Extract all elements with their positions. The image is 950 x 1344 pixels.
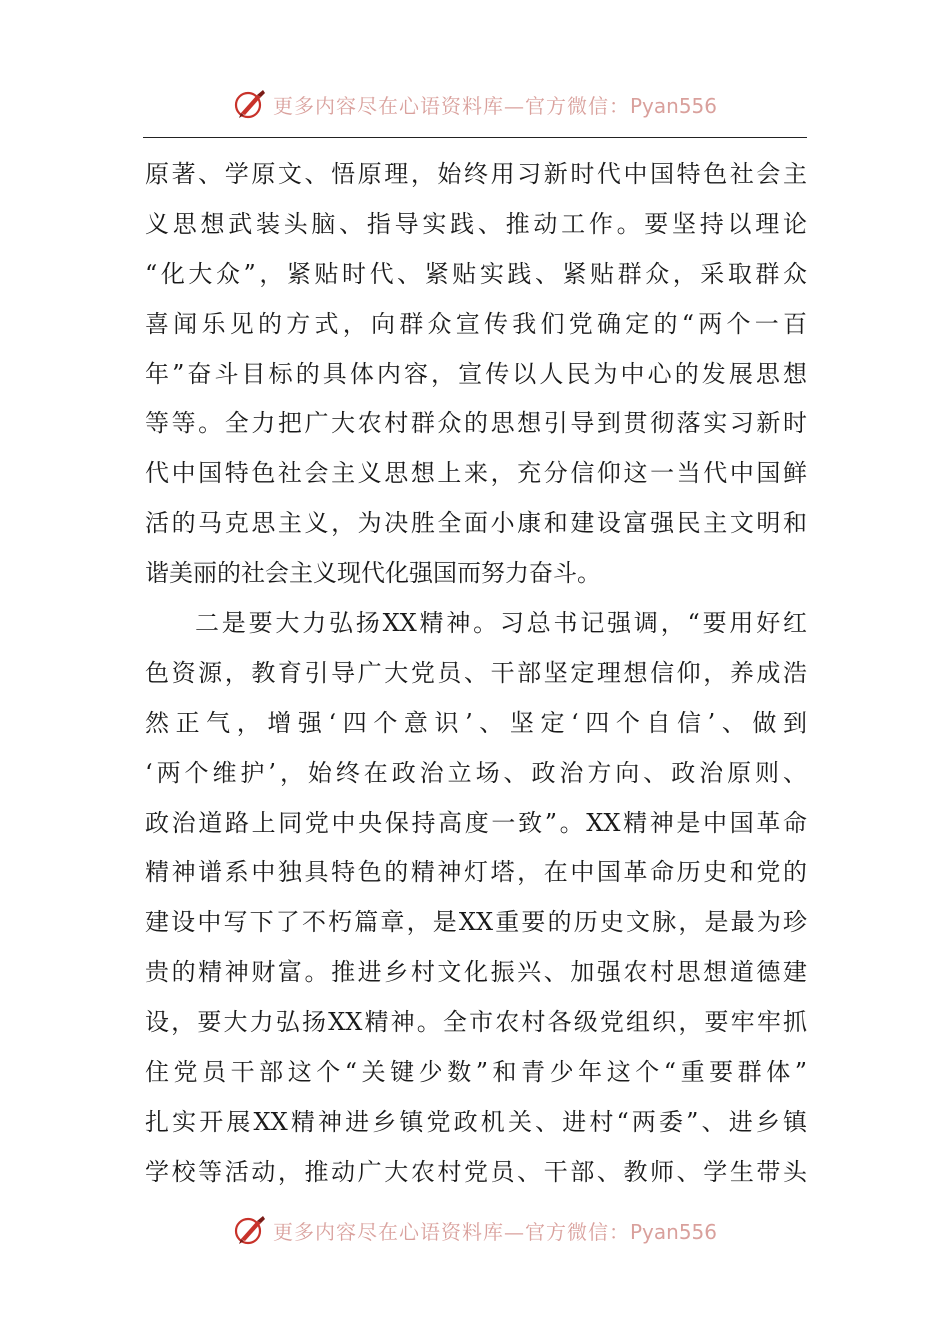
text-line: 扎实开展XX精神进乡镇党政机关、进村“两委”、进乡镇 xyxy=(145,1107,807,1136)
paragraph-end-line: 谐美丽的社会主义现代化强国而努力奋斗。 xyxy=(145,559,601,588)
pen-logo-icon xyxy=(233,87,267,121)
text-line: 学校等活动，推动广大农村党员、干部、教师、学生带头 xyxy=(145,1157,807,1186)
header-rule xyxy=(143,137,807,138)
text-line: 义思想武装头脑、指导实践、推动工作。要坚持以理论 xyxy=(145,209,807,238)
text-line: 喜闻乐见的方式，向群众宣传我们党确定的“两个一百 xyxy=(145,309,807,338)
header-watermark xyxy=(0,84,950,124)
text-line: 设，要大力弘扬XX精神。全市农村各级党组织，要牢牢抓 xyxy=(145,1008,807,1037)
text-line: 代中国特色社会主义思想上来，充分信仰这一当代中国鲜 xyxy=(145,459,807,488)
text-line: 年”奋斗目标的具体内容，宣传以人民为中心的发展思想 xyxy=(145,359,807,388)
text-line: 精神谱系中独具特色的精神灯塔，在中国革命历史和党的 xyxy=(145,858,807,887)
text-line: 等等。全力把广大农村群众的思想引导到贯彻落实习新时 xyxy=(145,409,807,438)
text-line: 建设中写下了不朽篇章，是XX重要的历史文脉，是最为珍 xyxy=(145,908,807,937)
text-line: “化大众”，紧贴时代、紧贴实践、紧贴群众，采取群众 xyxy=(145,259,807,288)
text-line: 贵的精神财富。推进乡村文化振兴、加强农村思想道德建 xyxy=(145,958,807,987)
text-line: 住党员干部这个“关键少数”和青少年这个“重要群体” xyxy=(145,1058,807,1087)
watermark-text: 更多内容尽在心语资料库—官方微信：Pyan556 xyxy=(272,93,717,118)
watermark-text: 更多内容尽在心语资料库—官方微信：Pyan556 xyxy=(272,1219,717,1244)
paragraph-start-line: 二是要大力弘扬XX精神。习总书记强调，“要用好红 xyxy=(195,609,807,638)
text-line: 然正气，增强‘四个意识’、坚定‘四个自信’、做到 xyxy=(145,708,807,737)
text-line: ‘两个维护’，始终在政治立场、政治方向、政治原则、 xyxy=(145,758,807,787)
text-line: 活的马克思主义，为决胜全面小康和建设富强民主文明和 xyxy=(145,509,807,538)
text-line: 原著、学原文、悟原理，始终用习新时代中国特色社会主 xyxy=(145,160,807,188)
text-line: 色资源，教育引导广大党员、干部坚定理想信仰，养成浩 xyxy=(145,658,807,687)
pen-logo-icon xyxy=(233,1213,267,1247)
footer-watermark xyxy=(0,1210,950,1250)
document-body xyxy=(145,150,807,1198)
text-line: 政治道路上同党中央保持高度一致”。XX精神是中国革命 xyxy=(145,808,807,837)
